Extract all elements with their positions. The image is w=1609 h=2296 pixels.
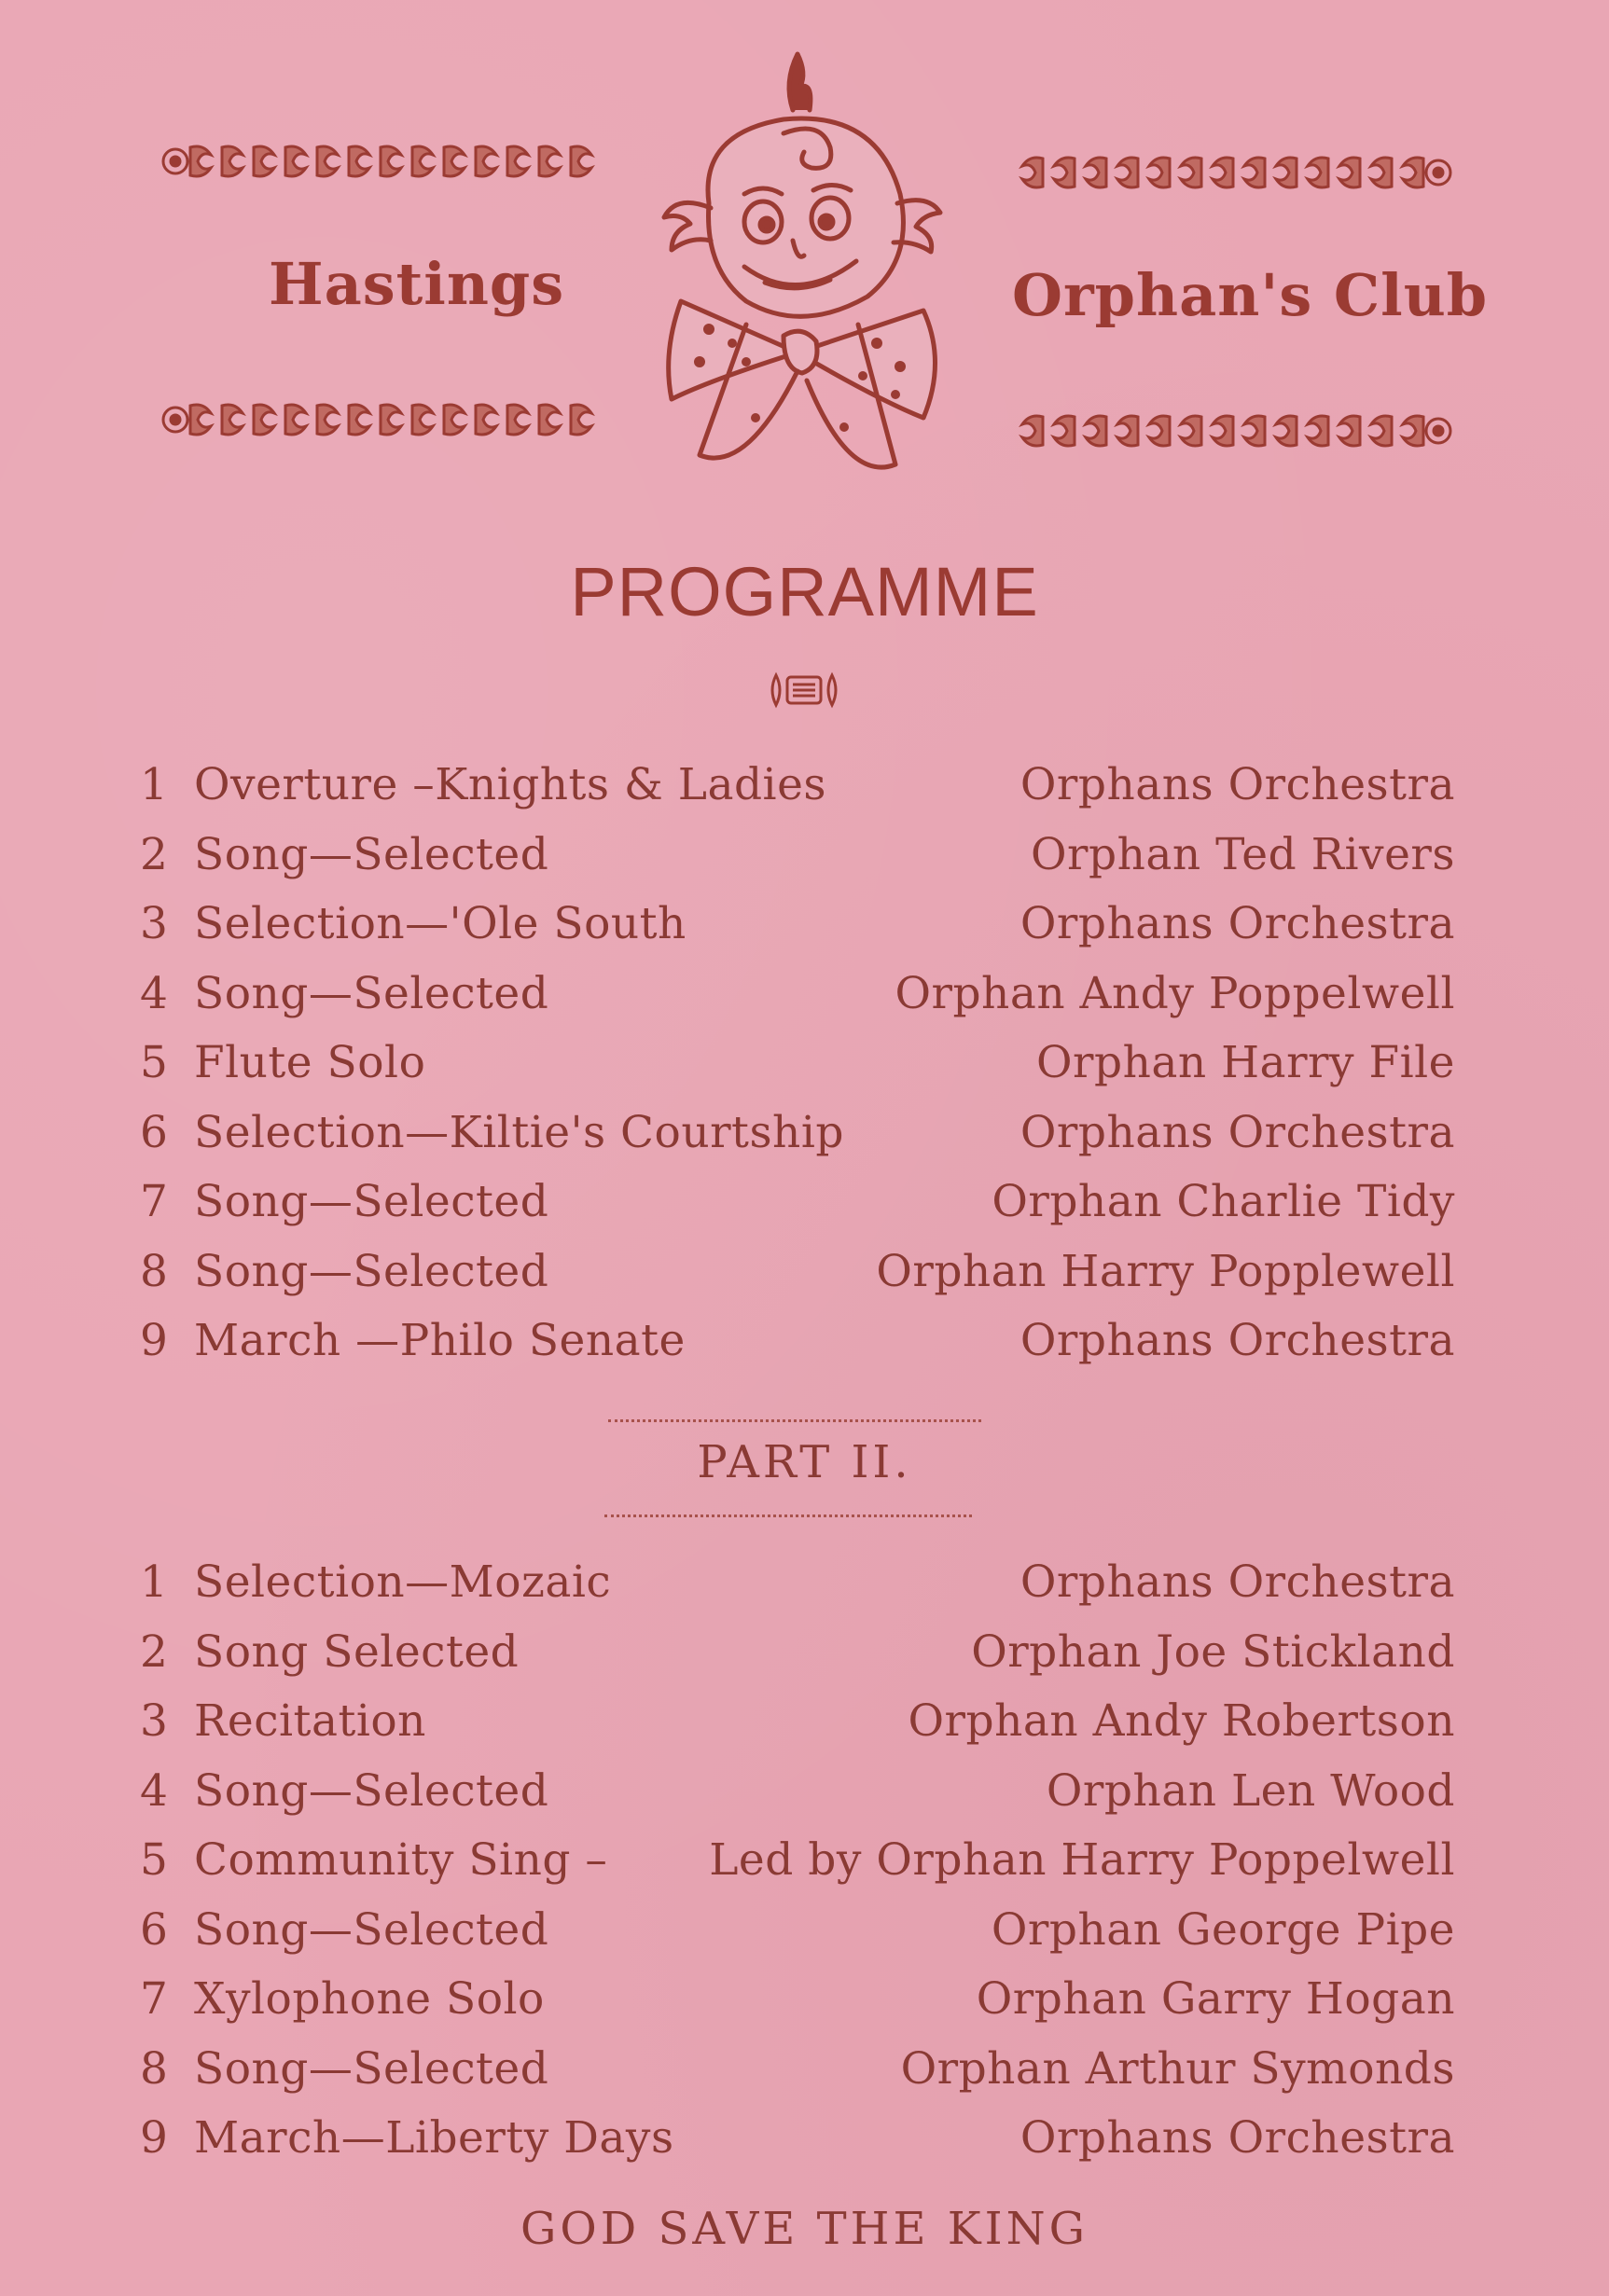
club-name-orphans-club: Orphan's Club [1012,261,1489,329]
item-performer: Orphan Andy Robertson [908,1695,1455,1747]
item-number: 4 [140,1764,168,1817]
item-number: 3 [140,1695,168,1747]
list-item [140,1548,1455,1618]
item-performer: Orphans Orchestra [1019,1106,1455,1158]
list-item [140,1965,1455,2035]
item-piece: Song—Selected [194,1764,549,1817]
item-number: 8 [140,1245,168,1297]
item-piece: Song—Selected [194,2042,549,2095]
item-number: 6 [140,1106,168,1158]
list-item [140,2035,1455,2105]
item-performer: Orphan Ted Rivers [1031,828,1455,880]
item-number: 2 [140,828,168,880]
item-performer: Orphans Orchestra [1019,1315,1455,1366]
closing-anthem-line: GOD SAVE THE KING [520,2203,1089,2255]
item-piece: Selection—'Ole South [194,898,687,949]
list-item [140,960,1455,1030]
item-number: 2 [140,1625,168,1678]
scroll-ornament-icon [767,668,841,712]
item-number: 6 [140,1903,168,1956]
item-number: 9 [140,1315,168,1366]
item-number: 7 [140,1973,168,2025]
item-piece: March —Philo Senate [194,1315,686,1366]
item-performer: Led by Orphan Harry Poppelwell [709,1834,1455,1886]
club-name-hastings: Hastings [269,250,565,318]
item-piece: Selection—Mozaic [194,1556,612,1608]
divider-top [608,1419,981,1422]
item-performer: Orphans Orchestra [1019,1556,1455,1608]
item-piece: Song Selected [194,1625,520,1678]
item-piece: March—Liberty Days [194,2112,674,2164]
list-item [140,751,1455,821]
item-number: 5 [140,1037,168,1088]
item-number: 8 [140,2042,168,2095]
item-piece: Song—Selected [194,967,549,1019]
list-item [140,2104,1455,2174]
item-number: 4 [140,967,168,1019]
item-piece: Selection—Kiltie's Courtship [194,1106,844,1158]
list-item [140,1896,1455,1966]
item-piece: Song—Selected [194,1903,549,1956]
list-item [140,821,1455,891]
item-performer: Orphans Orchestra [1019,2112,1455,2164]
list-item [140,890,1455,960]
programme-part-one-list [140,751,1455,1376]
item-performer: Orphan Arthur Symonds [900,2042,1455,2095]
list-item [140,1618,1455,1688]
list-item [140,1099,1455,1169]
decorative-border-bottom-right [991,411,1457,450]
item-number: 7 [140,1176,168,1227]
item-performer: Orphan Harry File [1035,1037,1455,1088]
divider-bottom [604,1515,972,1517]
item-number: 1 [140,1556,168,1608]
item-performer: Orphan Joe Stickland [971,1625,1455,1678]
item-piece: Flute Solo [194,1037,426,1088]
item-number: 9 [140,2112,168,2164]
programme-part-two-list [140,1548,1455,2174]
list-item [140,1029,1455,1099]
item-number: 1 [140,759,168,810]
programme-title: PROGRAMME [570,553,1039,630]
list-item [140,1826,1455,1896]
item-number: 3 [140,898,168,949]
item-performer: Orphan Len Wood [1046,1764,1455,1817]
item-piece: Song—Selected [194,1176,549,1227]
item-number: 5 [140,1834,168,1886]
item-performer: Orphan Charlie Tidy [992,1176,1455,1227]
list-item [140,1757,1455,1827]
clown-mascot-icon [644,45,961,492]
decorative-border-top-right [991,153,1457,192]
decorative-border-bottom-left [157,400,623,439]
item-piece: Community Sing – [194,1834,608,1886]
item-performer: Orphans Orchestra [1019,759,1455,810]
item-piece: Xylophone Solo [194,1973,545,2025]
item-piece: Recitation [194,1695,426,1747]
item-performer: Orphan George Pipe [991,1903,1455,1956]
item-piece: Overture –Knights & Ladies [194,759,827,810]
list-item [140,1687,1455,1757]
item-performer: Orphan Andy Poppelwell [895,967,1455,1019]
list-item [140,1307,1455,1376]
item-piece: Song—Selected [194,1245,549,1297]
part-two-heading: PART II. [697,1436,912,1488]
item-performer: Orphan Garry Hogan [976,1973,1455,2025]
item-piece: Song—Selected [194,828,549,880]
item-performer: Orphan Harry Popplewell [876,1245,1455,1297]
item-performer: Orphans Orchestra [1019,898,1455,949]
list-item [140,1238,1455,1307]
decorative-border-top-left [157,142,623,181]
list-item [140,1168,1455,1238]
